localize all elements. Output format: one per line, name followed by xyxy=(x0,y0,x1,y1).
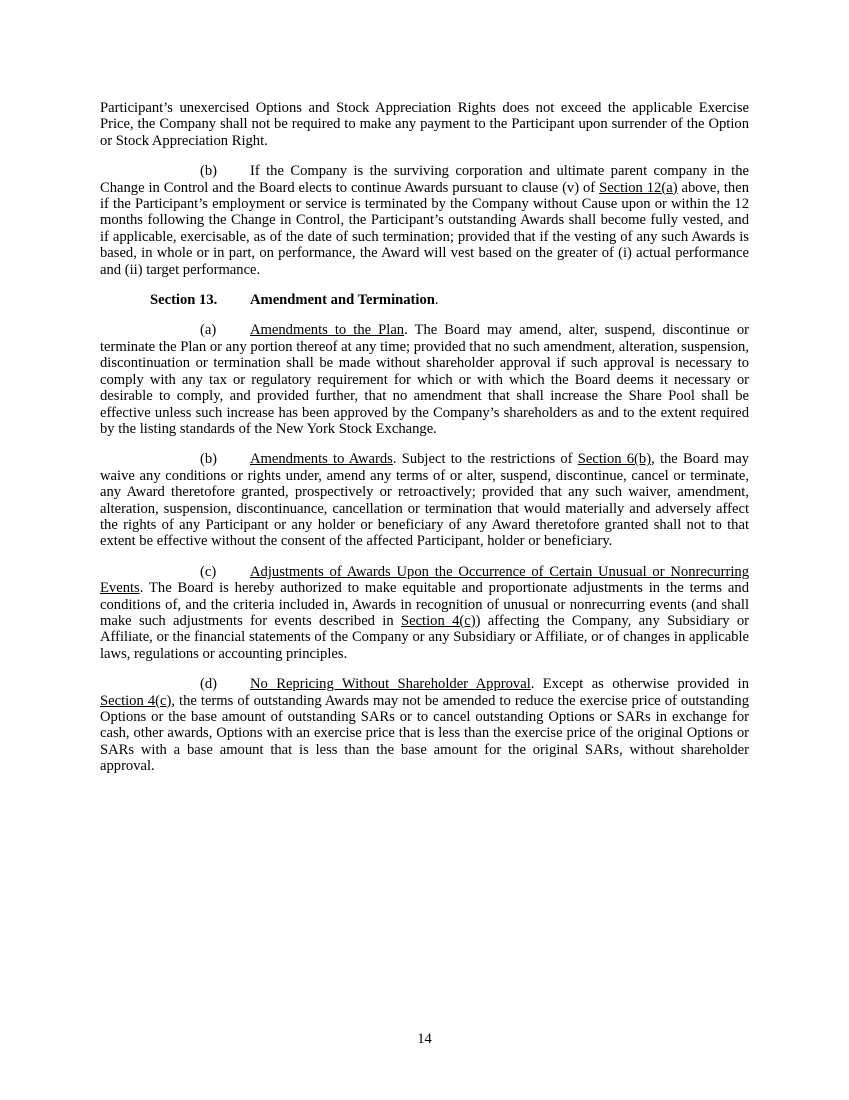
clause-label: (b) xyxy=(200,451,218,468)
clause-text-post: , the Board may waive any conditions or rights under, amend any terms of or alter, suspend, discontinue, cancel or terminate, any Award theretofore granted, prospectively or retroactively; provided that any such waiver, amendment, alteration, suspension, discontinuance, cancellation or termination that would materially and adversely affect the rights of any Participant or any holder or beneficiary of any Award theretofore granted shall not to that extent be effective without the consent of the affected Participant, holder or beneficiary. xyxy=(100,451,749,550)
clause-text-pre: If the Company is the surviving corporation and ultimate parent company in the Change in Control and the Board elects to continue Awards pursuant to clause (v) of xyxy=(100,163,749,196)
page-number: 14 xyxy=(417,1031,432,1047)
clause-text: . The Board may amend, alter, suspend, discontinue or terminate the Plan or any portion thereof at any time; provided that no such amendment, alteration, suspension, discontinuation or termination shall be made without shareholder approval if such approval is necessary to comply with any tax or regulatory requirement for which or with which the Board deems it necessary or desirable to comply, and provided further, that no amendment that shall increase the Share Pool shall be effective unless such increase has been approved by the Company’s shareholders as and to the extent required by the listing standards of the New York Stock Exchange. xyxy=(100,322,749,437)
clause-heading: Amendments to the Plan xyxy=(250,322,405,339)
paragraph-13b xyxy=(100,451,749,549)
section-4c-link[interactable]: Section 4(c) xyxy=(100,692,172,709)
clause-text-post: above, then if the Participant’s employment or service is terminated by the Company without Cause upon or within the 12 months following the Change in Control, the Participant’s outstanding Awards shall become fully vested, and if applicable, exercisable, as of the date of such termination; provided that if the vesting of any such Awards is based, in whole or in part, on performance, the Award will vest based on the greater of (i) actual performance and (ii) target performance. xyxy=(100,179,750,278)
clause-heading: Adjustments of Awards Upon the Occurrence of Certain Unusual or Nonrecurring Events xyxy=(100,563,749,597)
section-title: Amendment and Termination xyxy=(250,292,435,309)
section-6b-link[interactable]: Section 6(b) xyxy=(577,451,652,468)
clause-label: (b) xyxy=(200,163,218,180)
section-13-heading: Section 13. Amendment and Termination. xyxy=(150,292,439,309)
section-4c-link[interactable]: Section 4(c) xyxy=(400,612,476,629)
clause-text-pre: . Subject to the restrictions of xyxy=(392,451,578,468)
clause-text-pre: . The Board is hereby authorized to make equitable and proportionate adjustments in the terms and conditions of, and the criteria included in, Awards in recognition of unusual or nonrecurring events (and shall make such adjustments for events described in xyxy=(100,580,749,629)
document-page xyxy=(100,100,749,789)
paragraph-12b xyxy=(100,163,749,278)
clause-text-pre: . Except as otherwise provided in xyxy=(530,676,749,693)
section-number: Section 13. xyxy=(150,292,218,309)
clause-label: (d) xyxy=(200,676,218,693)
clause-text-post: , the terms of outstanding Awards may not be amended to reduce the exercise price of outstanding Options or the base amount of outstanding SARs or to cancel outstanding Options or SARs in exchange for cash, other awards, Options with an exercise price that is less than the exercise price of the original Options or SARs with a base amount that is less than the base amount for the original SARs, without shareholder approval. xyxy=(100,692,750,775)
section-12a-link[interactable]: Section 12(a) xyxy=(599,179,678,196)
clause-label: (a) xyxy=(200,322,217,339)
clause-text-post: ) affecting the Company, any Subsidiary or Affiliate, or the financial statements of the Company or any Subsidiary or Affiliate, or of changes in applicable laws, regulations or accounting principles. xyxy=(100,612,749,662)
clause-label: (c) xyxy=(200,563,217,580)
paragraph-continuation: Participant’s unexercised Options and Stock Appreciation Rights does not exceed the applicable Exercise Price, the Company shall not be required to make any payment to the Participant upon surrender of the Option or Stock Appreciation Right. xyxy=(100,100,749,149)
paragraph-13c xyxy=(100,564,749,662)
paragraph-13d xyxy=(100,676,749,774)
clause-heading: Amendments to Awards xyxy=(250,451,393,468)
paragraph-13a xyxy=(100,322,749,437)
clause-heading: No Repricing Without Shareholder Approval xyxy=(250,676,531,693)
